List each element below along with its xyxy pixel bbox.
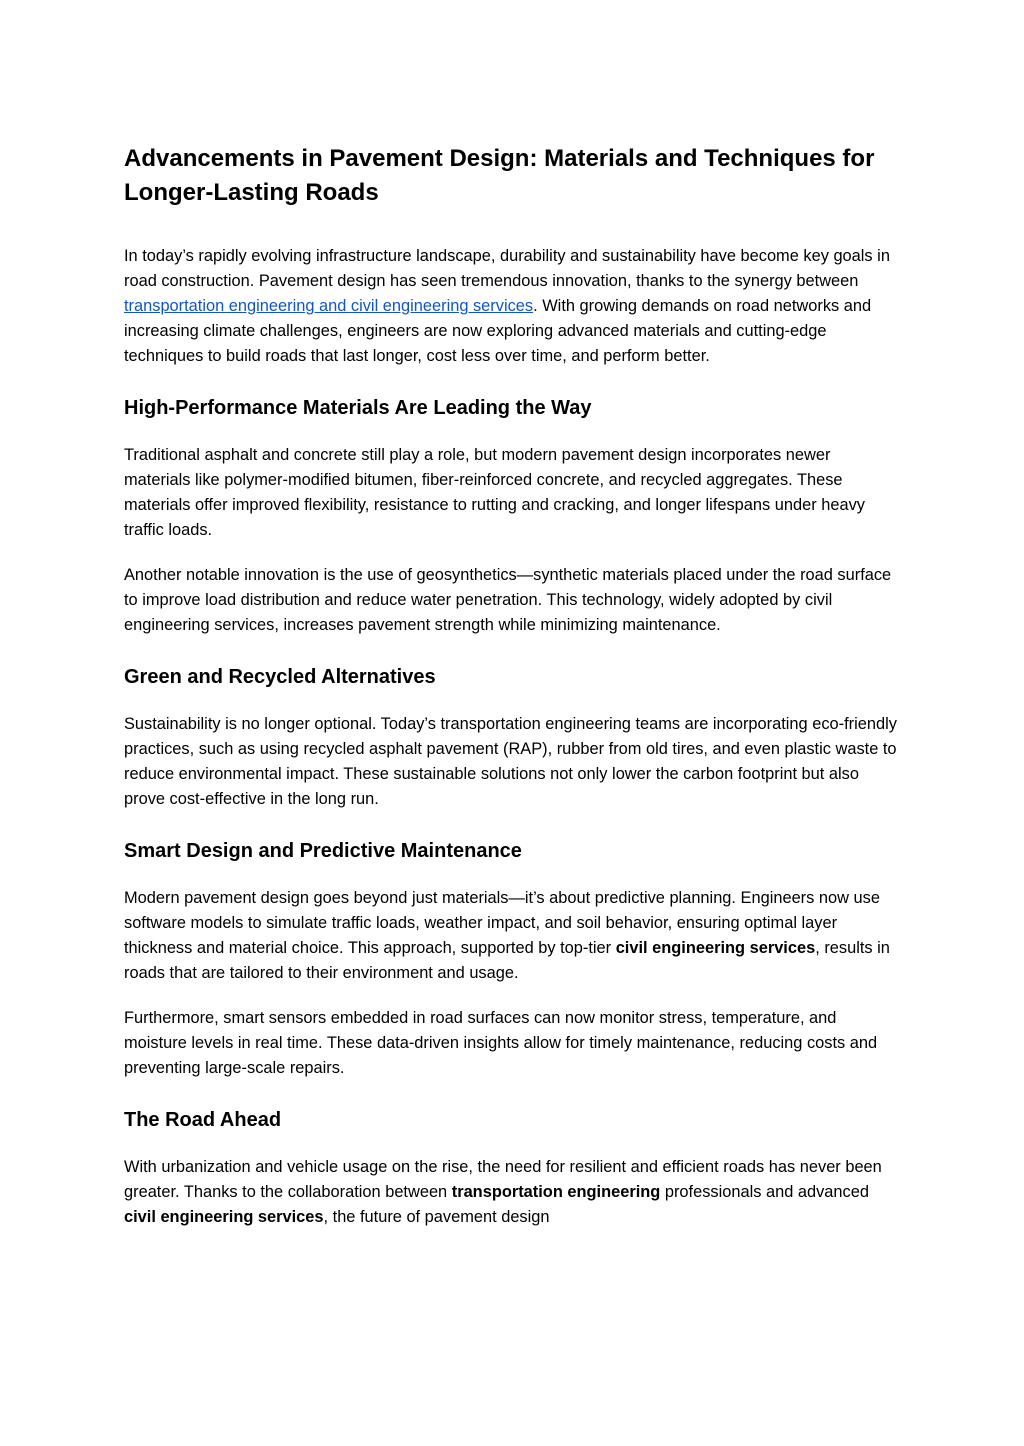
road-ahead-paragraph-1 — [124, 1155, 900, 1230]
road-ahead-bold-term-2: civil engineering services — [124, 1208, 324, 1226]
smart-design-paragraph-2: Furthermore, smart sensors embedded in road surfaces can now monitor stress, temperature, and moisture levels in real time. These data-driven insights allow for timely maintenance, reducing costs and preventing large-scale repairs. — [124, 1009, 878, 1077]
green-paragraph-1: Sustainability is no longer optional. Today’s transportation engineering teams are incorporating eco-friendly practices, such as using recycled asphalt pavement (RAP), rubber from old tires, and even plastic waste to reduce environmental impact. These sustainable solutions not only lower the carbon footprint but also prove cost-effective in the long run. — [124, 715, 897, 808]
section-heading-smart-design: Smart Design and Predictive Maintenance — [124, 840, 522, 862]
materials-paragraph-2: Another notable innovation is the use of geosynthetics—synthetic materials placed under the road surface to improve load distribution and reduce water penetration. This technology, widely adopted by civil engineering services, increases pavement strength while minimizing maintenance. — [124, 566, 892, 634]
smart-design-text-2: , results in roads that are tailored to their environment and usage. — [124, 939, 890, 982]
smart-design-paragraph-1 — [124, 886, 900, 986]
road-ahead-text-3: , the future of pavement design — [323, 1208, 550, 1226]
intro-paragraph — [124, 244, 900, 369]
intro-text-after-link: . With growing demands on road networks and increasing climate challenges, engineers are now exploring advanced materials and cutting-edge techniques to build roads that last longer, cost less over time, and perform better. — [124, 297, 872, 365]
smart-design-text-1: Modern pavement design goes beyond just materials—it’s about predictive planning. Engineers now use software models to simulate traffic loads, weather impact, and soil behavior, ensuring optimal layer thickness and material choice. This approach, supported by top-tier — [124, 889, 880, 957]
document-title: Advancements in Pavement Design: Materials and Techniques for Longer-Lasting Roads — [124, 145, 875, 206]
services-link[interactable]: transportation engineering and civil engineering services — [124, 297, 534, 315]
road-ahead-text-2: professionals and advanced — [660, 1183, 869, 1201]
section-heading-road-ahead: The Road Ahead — [124, 1109, 282, 1131]
smart-design-bold-term: civil engineering services — [615, 939, 816, 957]
materials-paragraph-1: Traditional asphalt and concrete still play a role, but modern pavement design incorporates newer materials like polymer-modified bitumen, fiber-reinforced concrete, and recycled aggregates. These materials offer improved flexibility, resistance to rutting and cracking, and longer lifespans under heavy traffic loads. — [124, 446, 865, 539]
intro-text-before-link: In today’s rapidly evolving infrastructure landscape, durability and sustainability have become key goals in road construction. Pavement design has seen tremendous innovation, thanks to the synergy between — [124, 247, 890, 290]
section-heading-materials: High-Performance Materials Are Leading the Way — [124, 397, 592, 419]
road-ahead-bold-term-1: transportation engineering — [451, 1183, 661, 1201]
section-heading-green: Green and Recycled Alternatives — [124, 666, 436, 688]
document-page — [124, 142, 900, 1250]
road-ahead-text-1: With urbanization and vehicle usage on the rise, the need for resilient and efficient roads has never been greater. Thanks to the collaboration between — [124, 1158, 882, 1201]
